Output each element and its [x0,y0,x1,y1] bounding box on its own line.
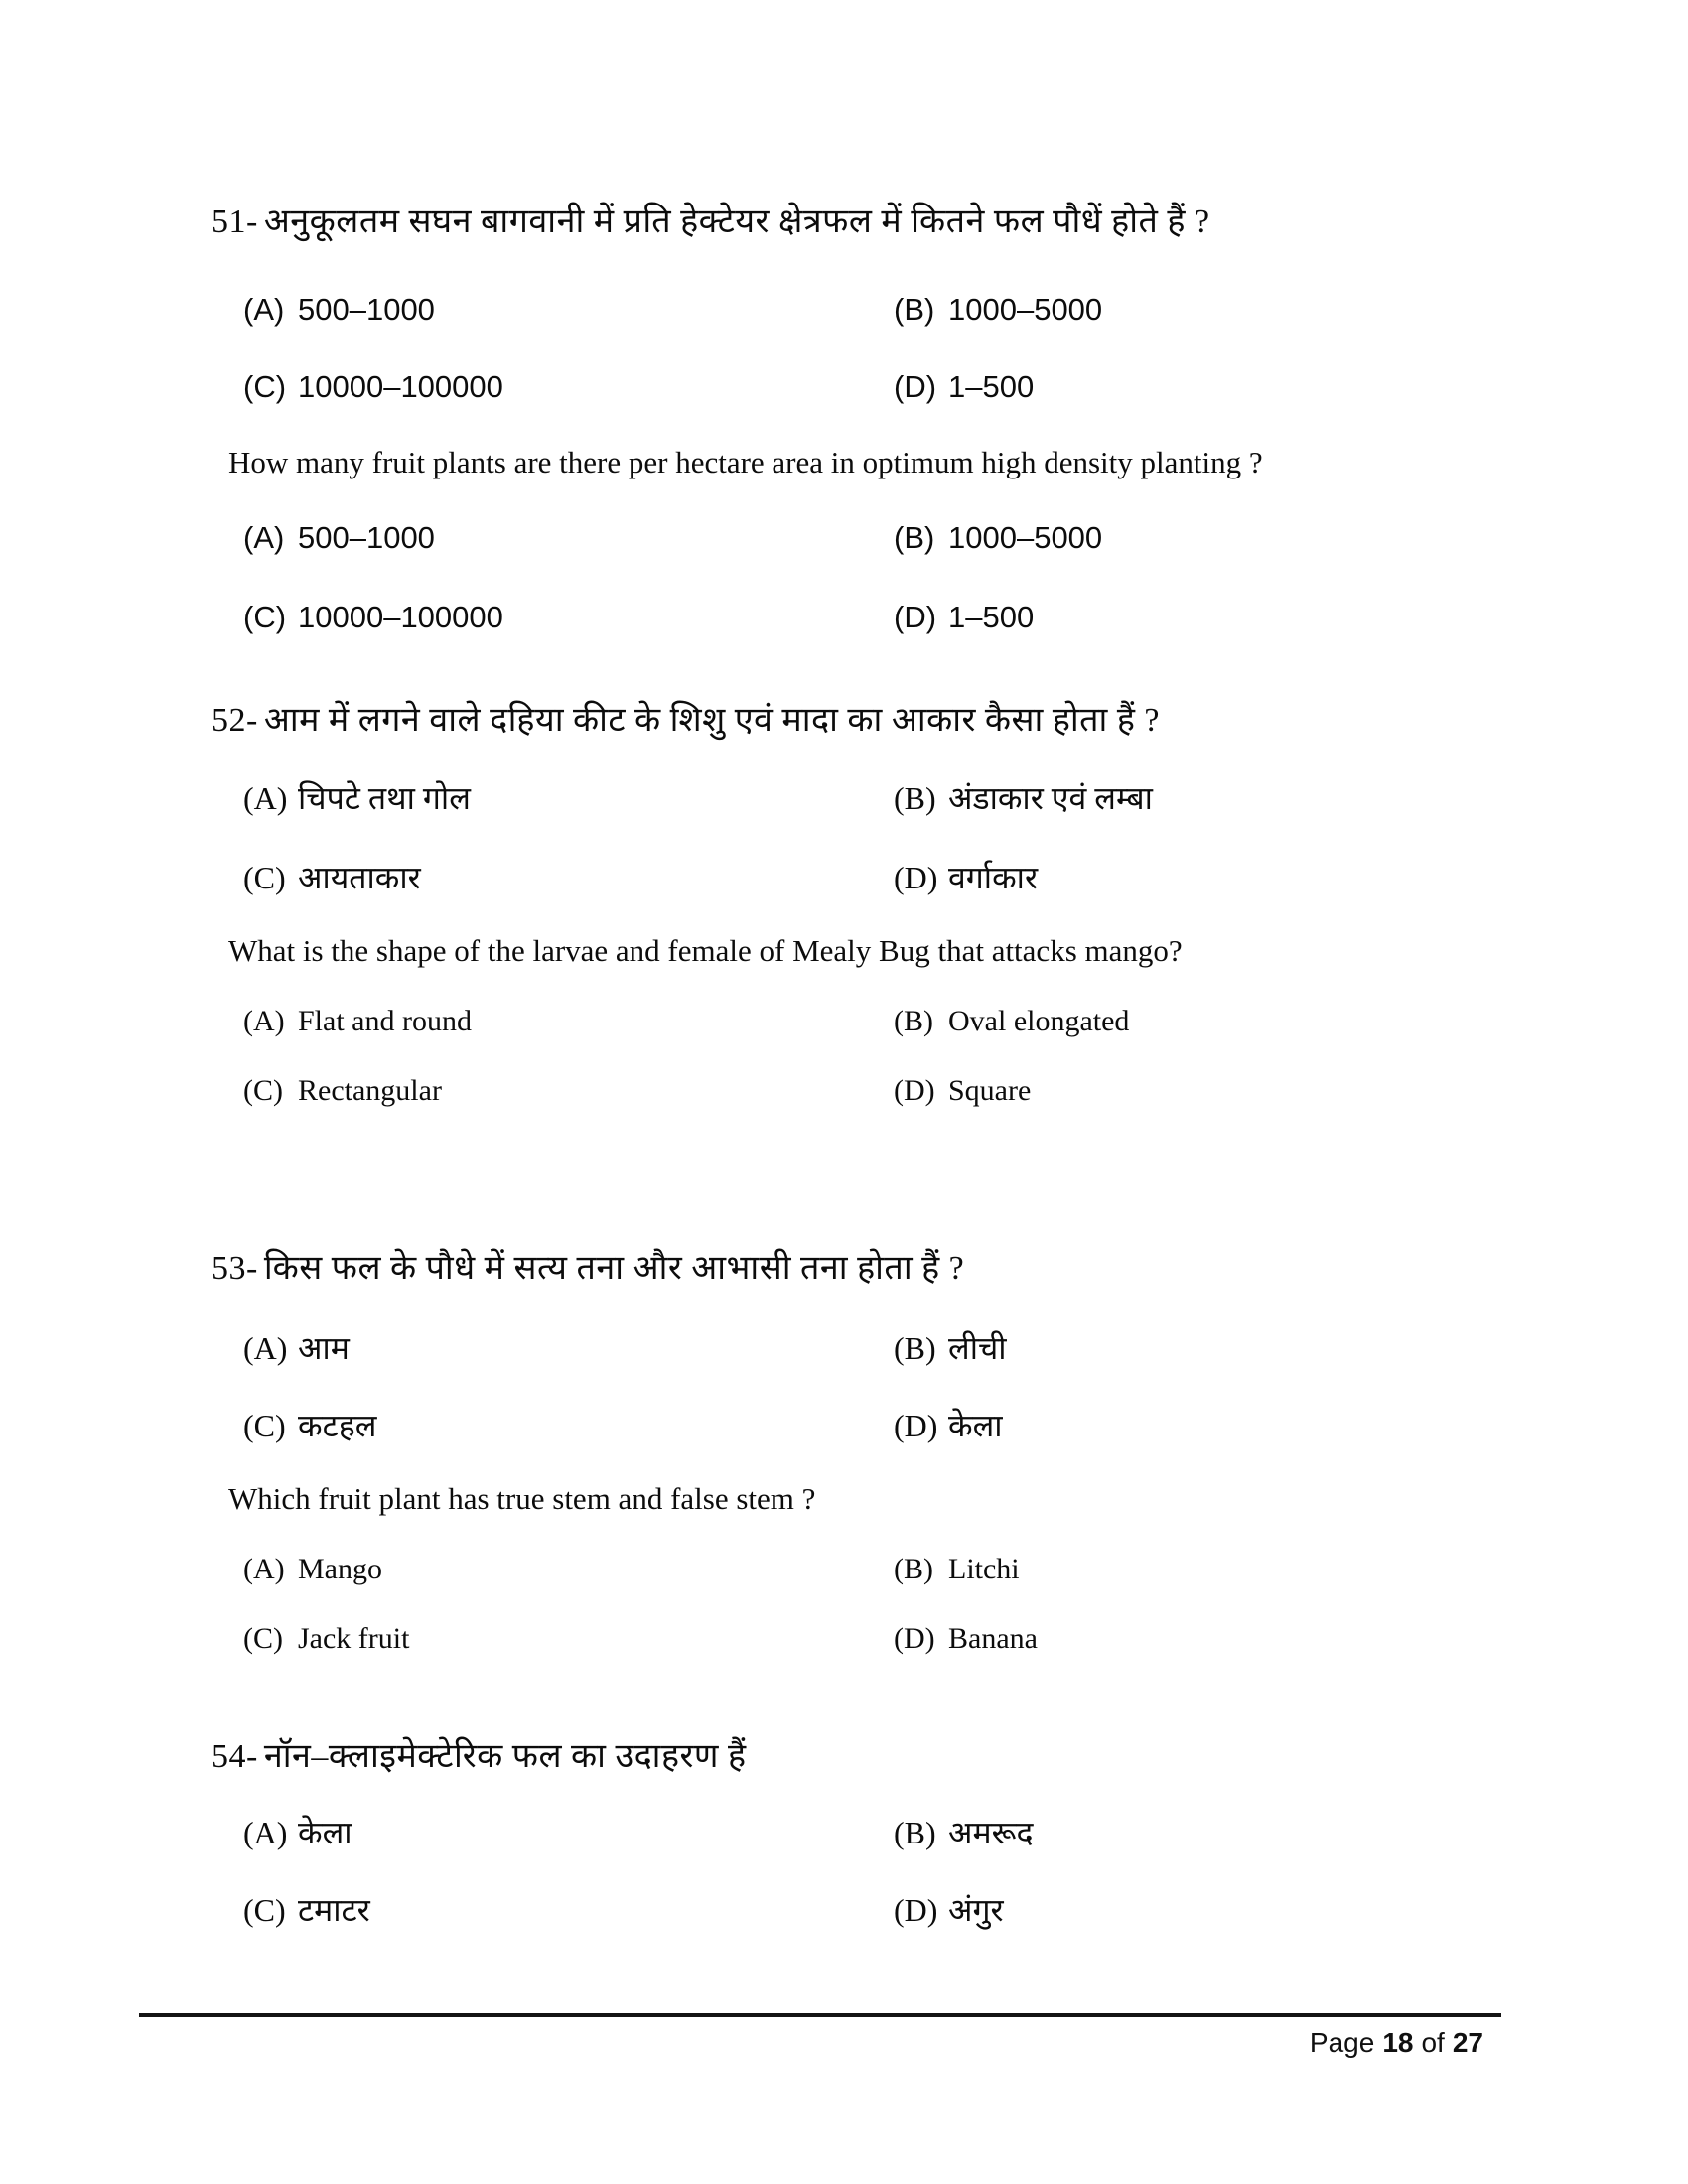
q51-hindi-option-d [894,369,1034,405]
option-text: Oval elongated [948,1005,1130,1037]
page-label: Page [1309,2027,1375,2058]
q51-english-options-row-2 [243,600,1494,635]
option-text: केला [948,1408,1003,1443]
footer-divider [139,2013,1501,2017]
option-text: केला [298,1815,352,1850]
q52-english-option-d [894,1074,1031,1108]
option-label: (A) [243,1330,288,1366]
option-text: Flat and round [298,1005,472,1037]
question-number: 51- [211,204,258,240]
option-text: 1–500 [948,600,1035,634]
option-text: 1000–5000 [948,292,1103,327]
option-label: (D) [894,1408,938,1443]
option-text: अमरूद [948,1815,1034,1850]
q54-hindi-option-d [894,1888,1004,1931]
q51-english-option-d [894,600,1034,635]
question-text-hindi: नॉन–क्लाइमेक्टेरिक फल का उदाहरण हैं [263,1738,747,1775]
option-text: Mango [298,1553,382,1585]
option-text: कटहल [298,1408,377,1443]
option-label: (B) [894,1553,933,1585]
q53-hindi-options-row-1 [243,1326,1494,1369]
option-label: (A) [243,292,285,327]
q52-english-option-c [243,1074,894,1108]
q52-hindi-option-a [243,776,894,819]
q52-hindi-options-row-2 [243,856,1494,898]
q53-english-option-c [243,1622,894,1656]
option-label: (A) [243,1815,288,1850]
option-label: (A) [243,780,288,816]
option-label: (C) [243,860,286,895]
option-text: 1–500 [948,369,1035,404]
q51-english-option-b [894,520,1102,556]
question-51-hindi [211,197,1210,242]
option-text: 500–1000 [298,520,435,555]
option-text: आम [298,1330,350,1366]
q52-english-options-row-1 [243,1005,1494,1038]
q54-hindi-option-a [243,1811,894,1853]
option-label: (B) [894,1330,936,1366]
option-label: (C) [243,1622,283,1655]
option-label: (B) [894,1815,936,1850]
total-pages: 27 [1452,2027,1483,2058]
option-label: (A) [243,1005,285,1037]
q52-english-option-a [243,1005,894,1038]
question-51-english: How many fruit plants are there per hectare area in optimum high density planting ? [228,445,1263,479]
option-text: अंडाकार एवं लम्बा [948,780,1153,816]
current-page: 18 [1382,2027,1414,2058]
option-text: Jack fruit [298,1622,410,1655]
option-text: वर्गाकार [948,860,1039,895]
option-label: (C) [243,369,287,404]
option-label: (C) [243,1074,283,1107]
q54-hindi-options-row-2 [243,1888,1494,1931]
question-number: 52- [211,702,258,739]
q53-english-option-b [894,1553,1020,1586]
question-text-hindi: आम में लगने वाले दहिया कीट के शिशु एवं मादा का आकार कैसा होता हैं ? [263,702,1161,739]
option-text: Litchi [948,1553,1020,1585]
q52-hindi-option-d [894,856,1038,898]
q52-hindi-options-row-1 [243,776,1494,819]
q54-hindi-option-c [243,1888,894,1931]
q54-hindi-options-row-1 [243,1811,1494,1853]
option-label: (B) [894,1005,933,1037]
question-number: 54- [211,1738,258,1775]
q53-hindi-option-b [894,1326,1007,1369]
question-text-hindi: अनुकूलतम सघन बागवानी में प्रति हेक्टेयर क्षेत्रफल में कितने फल पौधें होते हैं ? [263,204,1210,240]
option-text: 500–1000 [298,292,435,327]
option-text: Banana [948,1622,1038,1655]
option-text: 10000–100000 [298,369,503,404]
option-label: (D) [894,1074,935,1107]
option-text: टमाटर [298,1892,370,1928]
q53-english-options-row-1 [243,1553,1494,1586]
q51-hindi-option-a [243,292,894,328]
q54-hindi-option-b [894,1811,1033,1853]
question-52-english: What is the shape of the larvae and female of Mealy Bug that attacks mango? [228,933,1183,968]
q51-hindi-option-b [894,292,1102,328]
of-label: of [1421,2027,1445,2058]
q51-hindi-options-row-2 [243,369,1494,405]
option-text: 10000–100000 [298,600,503,634]
question-text-hindi: किस फल के पौधे में सत्य तना और आभासी तना होता हैं ? [263,1250,965,1287]
q51-english-option-c [243,600,894,635]
option-label: (A) [243,520,285,555]
q52-hindi-option-b [894,776,1153,819]
q52-english-option-b [894,1005,1129,1038]
question-53-english: Which fruit plant has true stem and false stem ? [228,1481,816,1516]
option-text: चिपटे तथा गोल [298,780,471,816]
option-label: (D) [894,600,937,634]
page-number [1310,2027,1483,2059]
q52-english-options-row-2 [243,1074,1494,1108]
q51-english-options-row-1 [243,520,1494,556]
option-label: (D) [894,1892,938,1928]
option-label: (A) [243,1553,285,1585]
option-label: (D) [894,369,937,404]
option-label: (C) [243,1892,286,1928]
option-label: (C) [243,1408,286,1443]
option-text: अंगुर [948,1892,1004,1928]
option-label: (B) [894,292,935,327]
question-54-hindi [211,1731,747,1777]
q53-hindi-options-row-2 [243,1404,1494,1446]
q53-english-options-row-2 [243,1622,1494,1656]
q53-hindi-option-d [894,1404,1003,1446]
option-label: (C) [243,600,287,634]
q51-hindi-options-row-1 [243,292,1494,328]
q53-hindi-option-a [243,1326,894,1369]
question-53-hindi [211,1243,964,1289]
option-label: (B) [894,780,936,816]
option-text: 1000–5000 [948,520,1103,555]
q52-hindi-option-c [243,856,894,898]
q51-hindi-option-c [243,369,894,405]
option-text: आयताकार [298,860,421,895]
q53-english-option-a [243,1553,894,1586]
option-text: लीची [948,1330,1007,1366]
q53-english-option-d [894,1622,1038,1656]
option-label: (D) [894,1622,935,1655]
option-text: Rectangular [298,1074,442,1107]
q51-english-option-a [243,520,894,556]
question-52-hindi [211,695,1160,741]
option-label: (B) [894,520,935,555]
q53-hindi-option-c [243,1404,894,1446]
option-text: Square [948,1074,1032,1107]
option-label: (D) [894,860,938,895]
question-number: 53- [211,1250,258,1287]
